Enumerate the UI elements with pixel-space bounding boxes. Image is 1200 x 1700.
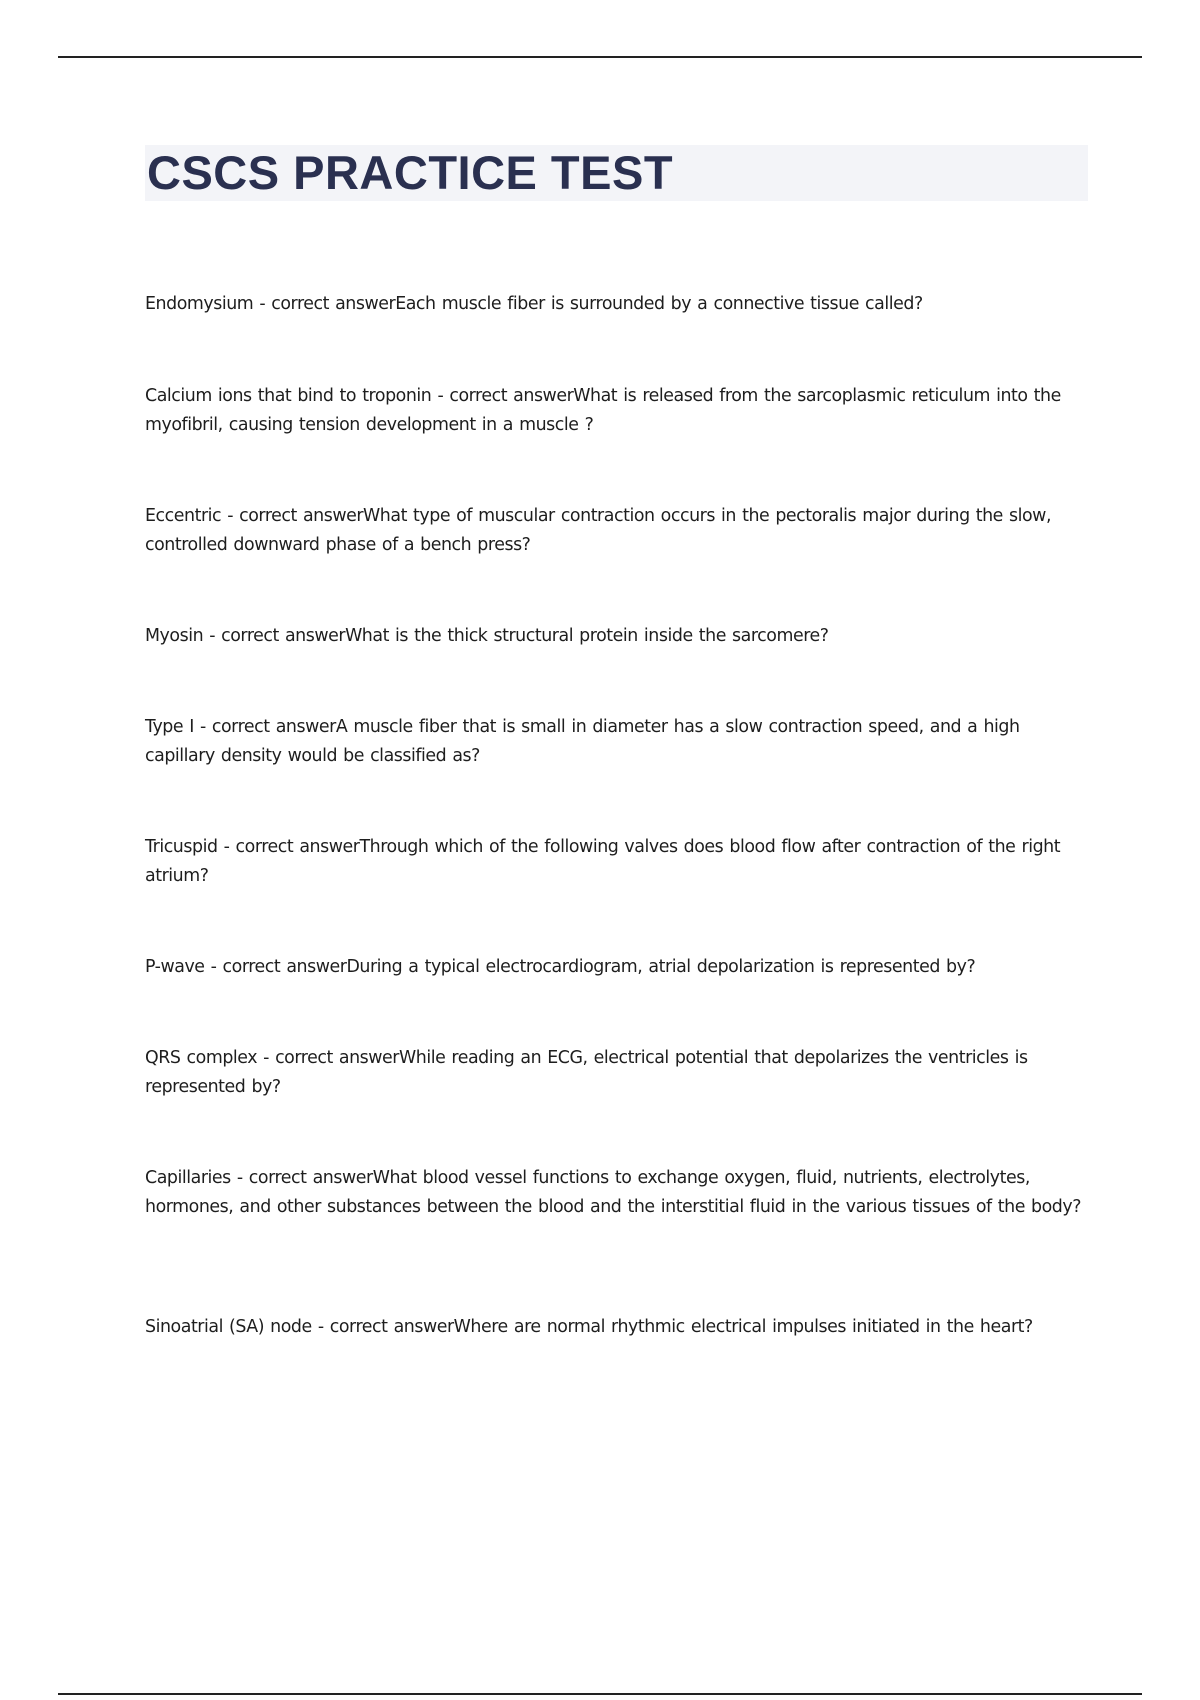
page-title: CSCS PRACTICE TEST [147,146,674,199]
qa-item: Tricuspid - correct answerThrough which of the following valves does blood flow after contraction of the right atrium? [145,837,1061,886]
qa-item: Capillaries - correct answerWhat blood vessel functions to exchange oxygen, fluid, nutrients, electrolytes, hormones, and other substances between the blood and the interstitial fluid in the various tissues of the body? [145,1168,1082,1217]
qa-item: Eccentric - correct answerWhat type of muscular contraction occurs in the pectoralis major during the slow, controlled downward phase of a bench press? [145,506,1052,555]
header-rule [58,56,1142,58]
qa-item: P-wave - correct answerDuring a typical electrocardiogram, atrial depolarization is represented by? [145,957,976,977]
qa-item: Endomysium - correct answerEach muscle fiber is surrounded by a connective tissue called? [145,294,923,314]
footer-rule [58,1693,1142,1695]
qa-item: Type I - correct answerA muscle fiber that is small in diameter has a slow contraction speed, and a high capillary density would be classified as? [145,717,1020,766]
qa-item: QRS complex - correct answerWhile reading an ECG, electrical potential that depolarizes the ventricles is represented by? [145,1048,1028,1097]
qa-item: Calcium ions that bind to troponin - correct answerWhat is released from the sarcoplasmic reticulum into the myofibril, causing tension development in a muscle ? [145,386,1061,435]
qa-item: Myosin - correct answerWhat is the thick structural protein inside the sarcomere? [145,626,829,646]
qa-item: Sinoatrial (SA) node - correct answerWhere are normal rhythmic electrical impulses initiated in the heart? [145,1317,1033,1337]
